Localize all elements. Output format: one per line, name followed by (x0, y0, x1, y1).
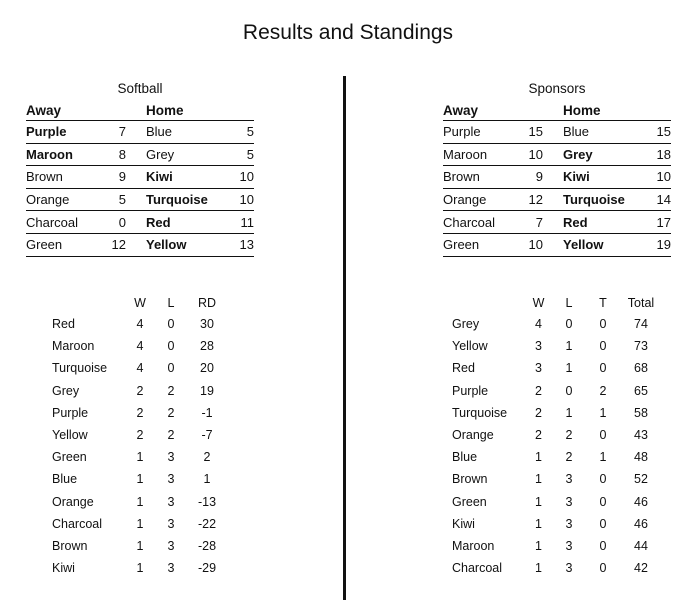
softball-standings-table (52, 292, 226, 579)
game-row (26, 233, 254, 256)
game-row (26, 166, 254, 189)
l-value: 2 (565, 428, 573, 443)
w-value: 1 (136, 494, 144, 509)
standings-row (52, 380, 226, 402)
away-team: Brown (26, 166, 103, 189)
home-score: 10 (234, 188, 254, 211)
w-value: 2 (136, 383, 144, 398)
home-score: 5 (234, 121, 254, 144)
w-value: 2 (535, 405, 542, 420)
home-header: Home (146, 100, 234, 121)
w-value: 3 (535, 361, 542, 376)
home-team: Red (146, 211, 234, 234)
t-value: 0 (599, 339, 607, 354)
rd-header: RD (197, 295, 217, 310)
team-name: Turquoise (452, 405, 508, 420)
l-value: 3 (565, 538, 573, 553)
t-value: 0 (599, 516, 607, 531)
home-team: Blue (146, 121, 234, 144)
home-score: 17 (651, 211, 671, 234)
standings-row (452, 402, 662, 424)
w-value: 1 (535, 450, 542, 465)
w-header: W (134, 295, 146, 310)
rd-value: 28 (200, 339, 214, 354)
l-value: 3 (167, 516, 175, 531)
w-value: 1 (535, 516, 542, 531)
w-value: 1 (535, 561, 542, 576)
away-score: 9 (520, 166, 543, 189)
w-value: 2 (535, 383, 542, 398)
w-value: 1 (136, 561, 144, 576)
softball-standings-header (52, 292, 226, 313)
l-value: 0 (167, 317, 175, 332)
home-team: Red (563, 211, 651, 234)
w-value: 2 (136, 428, 144, 443)
standings-row (52, 468, 226, 490)
softball-title: Softball (117, 81, 163, 96)
total-value: 58 (634, 405, 648, 420)
standings-row (52, 491, 226, 513)
t-header: T (599, 295, 607, 310)
rd-value: -28 (197, 538, 217, 553)
team-name: Maroon (52, 339, 95, 354)
team-name: Charcoal (452, 561, 503, 576)
rd-value: -29 (197, 561, 217, 576)
away-score: 7 (103, 121, 126, 144)
softball-results-header (26, 100, 254, 121)
standings-row (452, 424, 662, 446)
game-row (443, 211, 671, 234)
t-value: 1 (599, 405, 607, 420)
team-name: Yellow (452, 339, 488, 354)
w-value: 4 (535, 317, 542, 332)
t-value: 0 (599, 361, 607, 376)
team-name: Green (52, 450, 87, 465)
away-team: Green (26, 233, 103, 256)
away-score: 12 (103, 233, 126, 256)
rd-value: 1 (203, 472, 211, 487)
home-team: Grey (146, 143, 234, 166)
standings-row (52, 313, 226, 335)
team-name: Orange (452, 428, 494, 443)
page-title: Results and Standings (242, 21, 454, 44)
l-header: L (565, 295, 573, 310)
w-value: 2 (136, 405, 144, 420)
l-value: 3 (167, 538, 175, 553)
l-value: 1 (565, 361, 573, 376)
w-header: W (532, 295, 545, 310)
l-value: 3 (167, 494, 175, 509)
home-score: 15 (651, 121, 671, 144)
sponsors-title: Sponsors (528, 81, 586, 96)
standings-row (52, 535, 226, 557)
w-value: 1 (136, 538, 144, 553)
game-row (26, 121, 254, 144)
total-header: Total (627, 295, 655, 310)
l-value: 3 (167, 561, 175, 576)
l-value: 1 (565, 339, 573, 354)
game-row (443, 143, 671, 166)
home-score: 11 (234, 211, 254, 234)
standings-row (52, 424, 226, 446)
away-team: Charcoal (443, 211, 520, 234)
game-row (443, 121, 671, 144)
standings-row (452, 535, 662, 557)
standings-row (52, 335, 226, 357)
total-value: 48 (634, 450, 648, 465)
home-team: Blue (563, 121, 651, 144)
total-value: 42 (634, 561, 648, 576)
team-name: Red (52, 317, 75, 332)
standings-row (452, 313, 662, 335)
away-score: 8 (103, 143, 126, 166)
rd-value: 2 (203, 450, 211, 465)
rd-value: -7 (201, 428, 213, 443)
w-value: 4 (136, 317, 144, 332)
away-score: 9 (103, 166, 126, 189)
team-name: Orange (52, 494, 94, 509)
team-name: Grey (52, 383, 80, 398)
t-value: 1 (599, 450, 607, 465)
home-score: 5 (234, 143, 254, 166)
rd-value: 30 (200, 317, 214, 332)
sponsors-results-header (443, 100, 671, 121)
away-score: 12 (520, 188, 543, 211)
w-value: 1 (136, 516, 144, 531)
t-value: 0 (599, 317, 607, 332)
sponsors-results-table (443, 100, 671, 257)
standings-row (52, 357, 226, 379)
w-value: 1 (535, 472, 542, 487)
home-team: Kiwi (146, 166, 234, 189)
w-value: 1 (136, 472, 144, 487)
home-team: Kiwi (563, 166, 651, 189)
game-row (26, 143, 254, 166)
away-team: Orange (443, 188, 520, 211)
team-name: Grey (452, 317, 480, 332)
l-value: 2 (167, 383, 175, 398)
standings-row (452, 446, 662, 468)
total-value: 74 (634, 317, 648, 332)
team-name: Red (452, 361, 475, 376)
l-value: 3 (565, 472, 573, 487)
home-score: 14 (651, 188, 671, 211)
game-row (443, 188, 671, 211)
away-team: Maroon (443, 143, 520, 166)
game-row (26, 188, 254, 211)
rd-value: 20 (200, 361, 214, 376)
team-name: Brown (452, 472, 488, 487)
team-name: Kiwi (52, 561, 75, 576)
home-score: 10 (651, 166, 671, 189)
team-name: Maroon (452, 538, 495, 553)
l-value: 0 (167, 339, 175, 354)
rd-value: 19 (200, 383, 214, 398)
t-value: 0 (599, 538, 607, 553)
rd-value: -1 (201, 405, 213, 420)
total-value: 46 (634, 494, 648, 509)
t-value: 0 (599, 561, 607, 576)
away-score: 7 (520, 211, 543, 234)
total-value: 68 (634, 361, 648, 376)
game-row (443, 233, 671, 256)
team-name: Charcoal (52, 516, 103, 531)
away-team: Brown (443, 166, 520, 189)
l-value: 0 (565, 317, 573, 332)
home-team: Grey (563, 143, 651, 166)
rd-value: -13 (197, 494, 217, 509)
team-name: Blue (52, 472, 78, 487)
w-value: 1 (535, 538, 542, 553)
team-name: Brown (52, 538, 88, 553)
standings-row (52, 402, 226, 424)
w-value: 1 (136, 450, 144, 465)
team-name: Yellow (52, 428, 88, 443)
standings-row (52, 557, 226, 579)
away-team: Purple (443, 121, 520, 144)
l-value: 3 (167, 450, 175, 465)
home-score: 10 (234, 166, 254, 189)
away-team: Charcoal (26, 211, 103, 234)
total-value: 52 (634, 472, 648, 487)
w-value: 3 (535, 339, 542, 354)
home-score: 18 (651, 143, 671, 166)
away-score: 0 (103, 211, 126, 234)
l-value: 3 (565, 561, 573, 576)
away-score: 5 (103, 188, 126, 211)
total-value: 73 (634, 339, 648, 354)
l-value: 3 (565, 516, 573, 531)
standings-row (52, 513, 226, 535)
rd-value: -22 (197, 516, 217, 531)
team-name: Green (452, 494, 487, 509)
l-header: L (167, 295, 175, 310)
w-value: 4 (136, 339, 144, 354)
home-team: Yellow (563, 233, 651, 256)
l-value: 2 (167, 428, 175, 443)
home-score: 19 (651, 233, 671, 256)
home-team: Turquoise (146, 188, 234, 211)
l-value: 3 (167, 472, 175, 487)
t-value: 0 (599, 472, 607, 487)
w-value: 4 (136, 361, 144, 376)
column-divider (343, 76, 346, 600)
away-team: Maroon (26, 143, 103, 166)
t-value: 0 (599, 494, 607, 509)
standings-row (452, 335, 662, 357)
home-team: Yellow (146, 233, 234, 256)
t-value: 0 (599, 428, 607, 443)
team-name: Purple (452, 383, 489, 398)
sponsors-standings-table (452, 292, 662, 579)
total-value: 43 (634, 428, 648, 443)
game-row (26, 211, 254, 234)
t-value: 2 (599, 383, 607, 398)
away-header: Away (443, 100, 520, 121)
l-value: 2 (565, 450, 573, 465)
standings-row (452, 468, 662, 490)
team-name: Blue (452, 450, 478, 465)
w-value: 2 (535, 428, 542, 443)
standings-row (452, 357, 662, 379)
home-team: Turquoise (563, 188, 651, 211)
away-team: Orange (26, 188, 103, 211)
total-value: 46 (634, 516, 648, 531)
l-value: 2 (167, 405, 175, 420)
away-score: 15 (520, 121, 543, 144)
away-team: Green (443, 233, 520, 256)
standings-row (452, 513, 662, 535)
standings-row (452, 491, 662, 513)
game-row (443, 166, 671, 189)
home-header: Home (563, 100, 651, 121)
l-value: 1 (565, 405, 573, 420)
total-value: 65 (634, 383, 648, 398)
team-name: Purple (52, 405, 89, 420)
away-team: Purple (26, 121, 103, 144)
team-name: Turquoise (52, 361, 108, 376)
l-value: 3 (565, 494, 573, 509)
standings-row (452, 380, 662, 402)
l-value: 0 (167, 361, 175, 376)
l-value: 0 (565, 383, 573, 398)
standings-row (52, 446, 226, 468)
away-header: Away (26, 100, 103, 121)
away-score: 10 (520, 233, 543, 256)
softball-results-table (26, 100, 254, 257)
w-value: 1 (535, 494, 542, 509)
home-score: 13 (234, 233, 254, 256)
total-value: 44 (634, 538, 648, 553)
away-score: 10 (520, 143, 543, 166)
sponsors-standings-header (452, 292, 662, 313)
standings-row (452, 557, 662, 579)
team-name: Kiwi (452, 516, 475, 531)
